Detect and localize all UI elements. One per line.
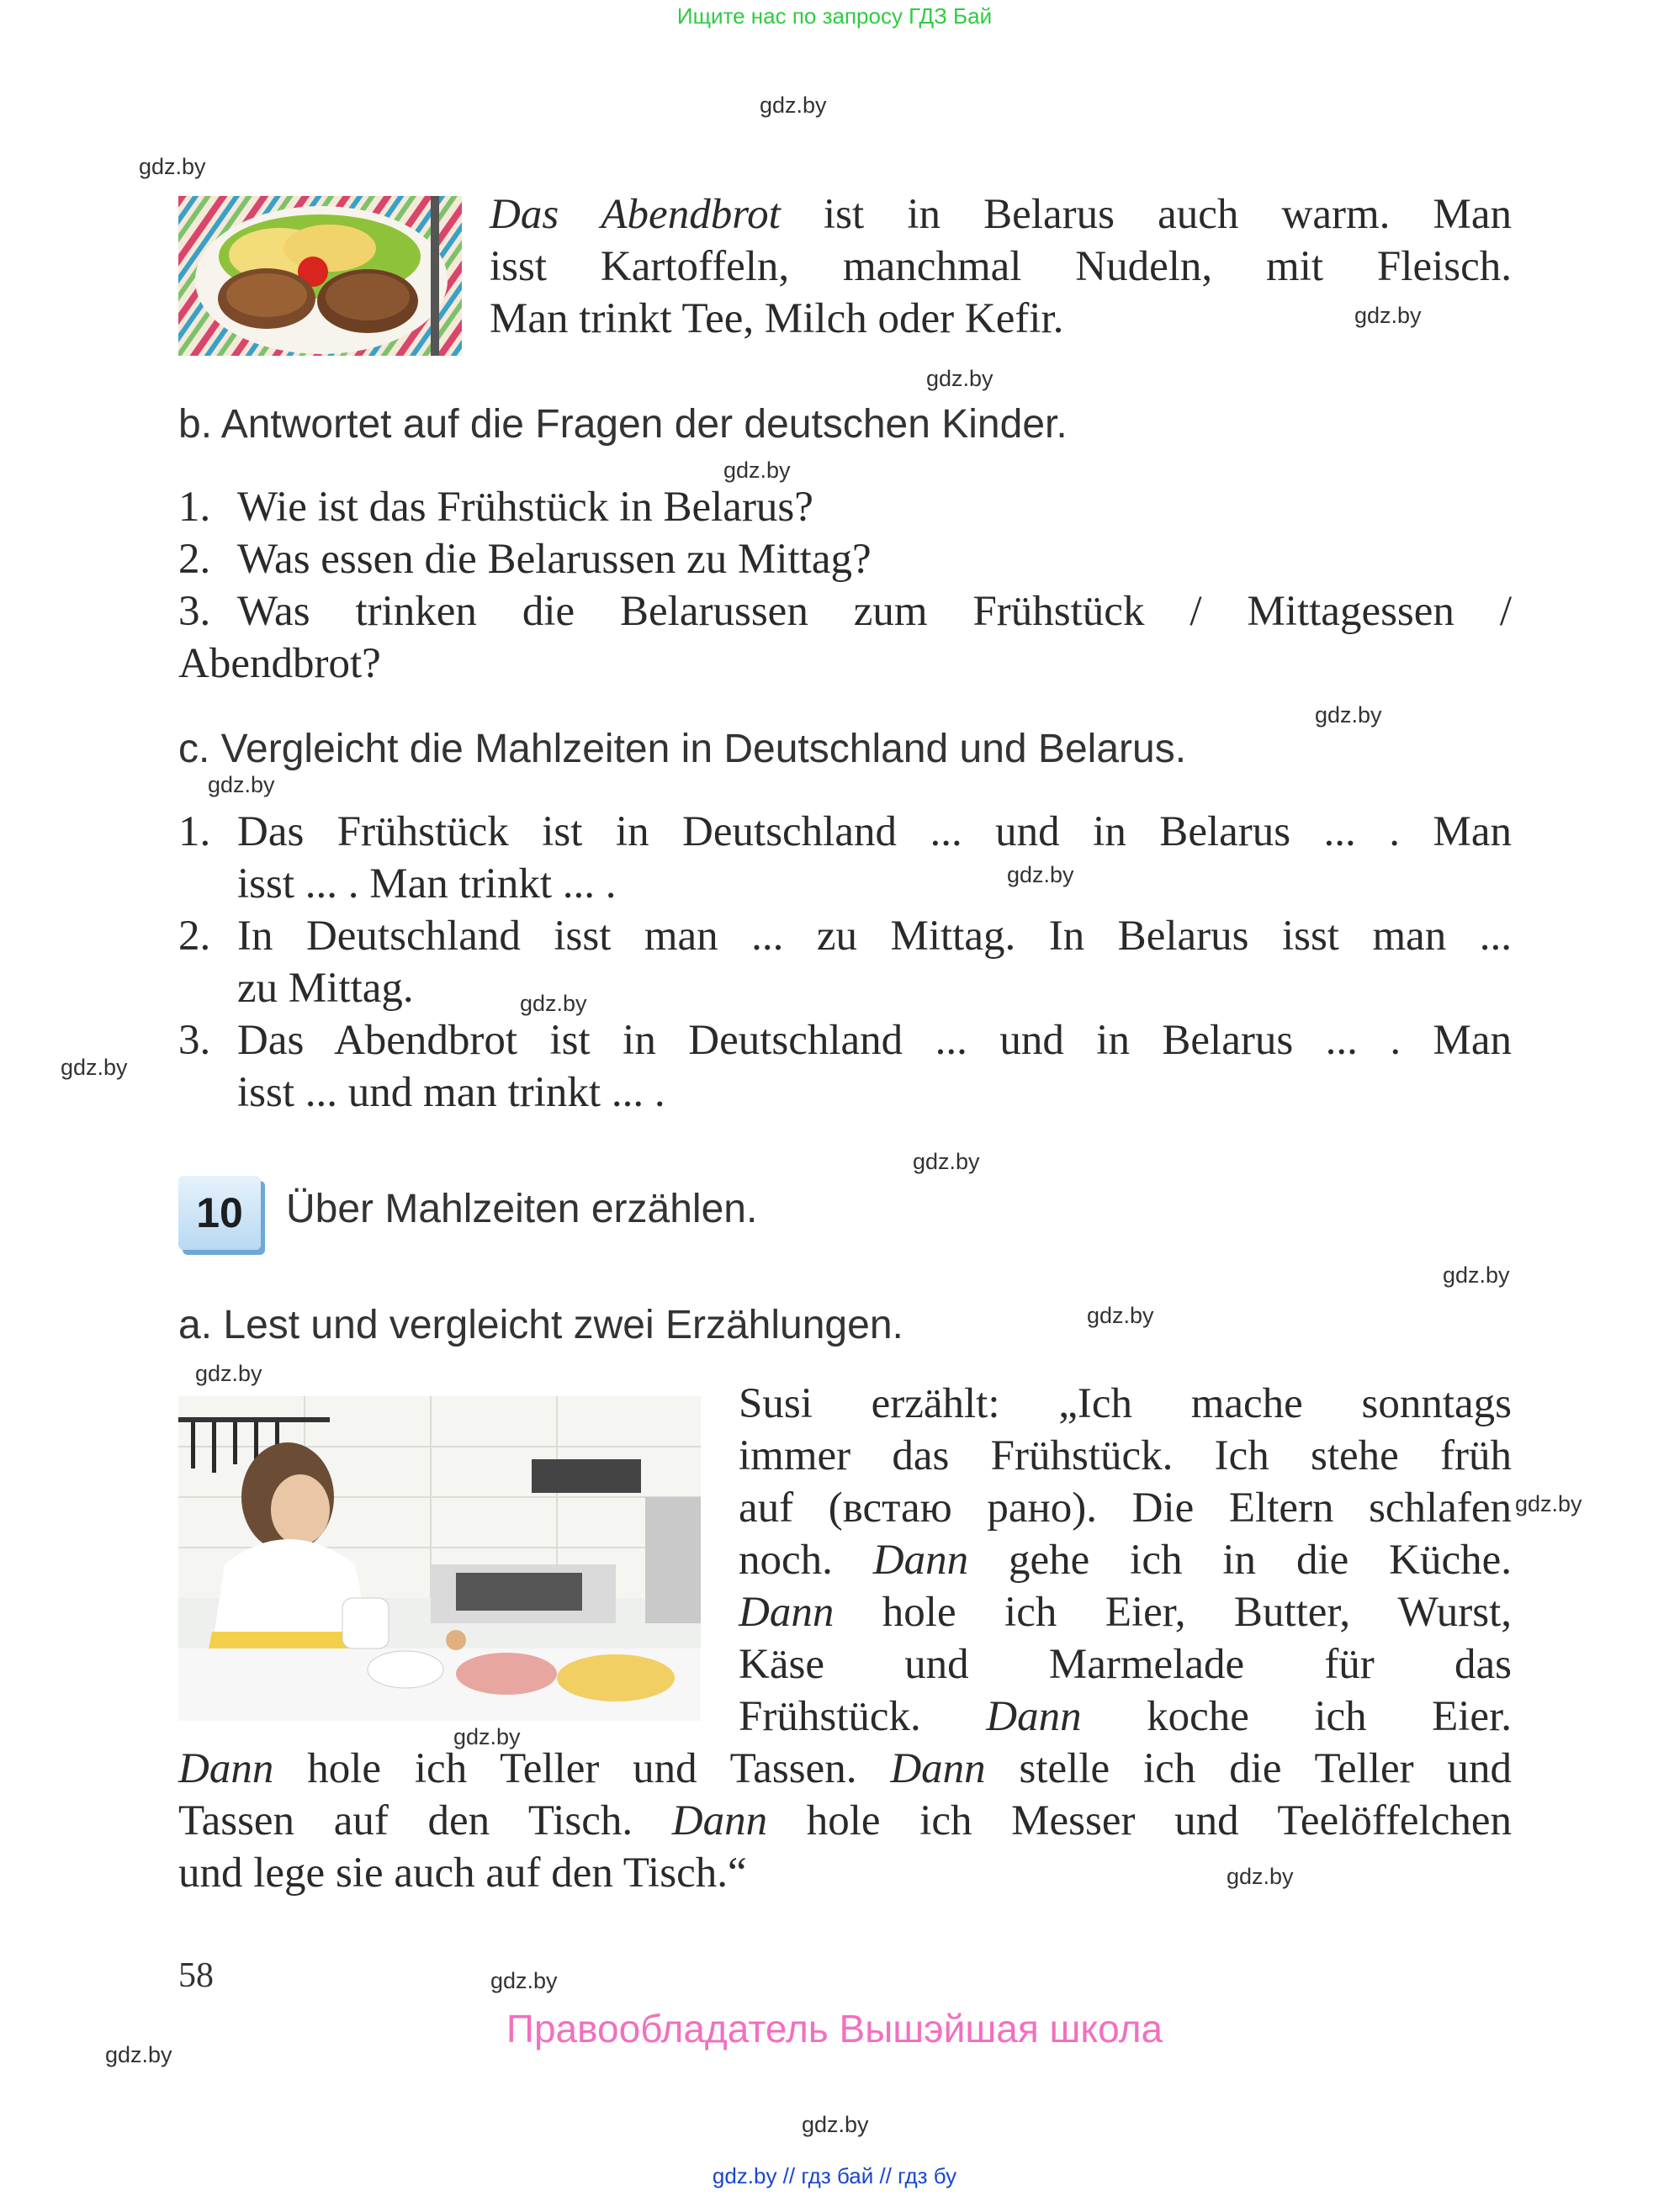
susi-line: Käse und Marmelade für das bbox=[739, 1641, 1512, 1688]
item-text: Was essen die Belarussen zu Mittag? bbox=[237, 536, 872, 583]
watermark: gdz.by bbox=[490, 1968, 558, 1993]
item-text-continued: isst ... und man trinkt ... . bbox=[237, 1069, 665, 1116]
item-text-continued: isst ... . Man trinkt ... . bbox=[237, 860, 617, 908]
watermark: gdz.by bbox=[1007, 862, 1074, 887]
watermark: gdz.by bbox=[61, 1055, 128, 1080]
item-number: 2. bbox=[178, 913, 211, 960]
abendbrot-line3: Man trinkt Tee, Milch oder Kefir. bbox=[490, 295, 1064, 342]
watermark: gdz.by bbox=[105, 2042, 172, 2067]
watermark: gdz.by bbox=[926, 366, 993, 391]
list-item bbox=[178, 806, 1512, 910]
watermark: gdz.by bbox=[1515, 1491, 1582, 1516]
item-text: In Deutschland isst man ... zu Mittag. In Belarus isst man ... bbox=[237, 913, 1512, 960]
watermark: gdz.by bbox=[1087, 1303, 1154, 1328]
susi-line: und lege sie auch auf den Tisch.“ bbox=[178, 1850, 747, 1897]
watermark: gdz.by bbox=[1443, 1262, 1510, 1288]
watermark: gdz.by bbox=[913, 1149, 980, 1174]
watermark: gdz.by bbox=[139, 154, 206, 179]
watermark: gdz.by bbox=[1354, 303, 1422, 328]
list-item bbox=[178, 533, 1512, 585]
item-text-continued: zu Mittag. bbox=[237, 965, 414, 1012]
watermark: gdz.by bbox=[1227, 1864, 1294, 1889]
list-item bbox=[178, 481, 1512, 533]
item-number: 1. bbox=[178, 484, 211, 531]
exercise-number-badge: 10 bbox=[178, 1176, 261, 1250]
footer-links[interactable]: gdz.by // гдз бай // гдз бу bbox=[712, 2163, 957, 2188]
watermark: gdz.by bbox=[208, 772, 275, 797]
susi-line: noch. Dann gehe ich in die Küche. bbox=[739, 1537, 1512, 1584]
item-text: Das Frühstück ist in Deutschland ... und in Belarus ... . Man bbox=[237, 808, 1512, 855]
abendbrot-line1: ist in Belarus auch warm. Man bbox=[780, 191, 1512, 238]
susi-line: immer das Frühstück. Ich stehe früh bbox=[739, 1432, 1512, 1479]
page-number: 58 bbox=[178, 1956, 214, 1995]
abendbrot-line2: isst Kartoffeln, manchmal Nudeln, mit Fleisch. bbox=[490, 243, 1512, 290]
section-b-heading: b. Antwortet auf die Fragen der deutschen Kinder. bbox=[178, 402, 1068, 447]
abendbrot-paragraph bbox=[490, 188, 1512, 345]
watermark: gdz.by bbox=[195, 1361, 262, 1386]
kitchen-image bbox=[178, 1396, 701, 1721]
item-number: 2. bbox=[178, 536, 211, 583]
susi-story-side bbox=[739, 1378, 1512, 1743]
section-a-heading: a. Lest und vergleicht zwei Erzählungen. bbox=[178, 1303, 903, 1347]
watermark: gdz.by bbox=[760, 93, 827, 118]
watermark: gdz.by bbox=[723, 458, 791, 483]
watermark: gdz.by bbox=[802, 2112, 869, 2137]
item-text: Wie ist das Frühstück in Belarus? bbox=[237, 484, 813, 531]
item-number: 3. bbox=[178, 588, 211, 635]
susi-line: Dann hole ich Eier, Butter, Wurst, bbox=[739, 1589, 1512, 1636]
list-item bbox=[178, 910, 1512, 1014]
watermark: gdz.by bbox=[1315, 702, 1382, 728]
watermark: gdz.by bbox=[520, 991, 587, 1016]
item-text-continued: Abendbrot? bbox=[178, 640, 381, 687]
item-number: 3. bbox=[178, 1017, 211, 1064]
section-c-heading: c. Vergleicht die Mahlzeiten in Deutschland und Belarus. bbox=[178, 727, 1187, 771]
watermark: gdz.by bbox=[453, 1724, 521, 1749]
susi-line: Frühstück. Dann koche ich Eier. bbox=[739, 1693, 1512, 1740]
susi-story-full bbox=[178, 1743, 1512, 1899]
susi-line: Dann hole ich Teller und Tassen. Dann stelle ich die Teller und bbox=[178, 1745, 1512, 1792]
item-number: 1. bbox=[178, 808, 211, 855]
list-item bbox=[178, 585, 1512, 690]
copyright-footer: Правообладатель Вышэйшая школа bbox=[506, 2007, 1163, 2051]
food-image bbox=[178, 196, 462, 356]
item-text: Was trinken die Belarussen zum Frühstück / Mittagessen / bbox=[237, 588, 1512, 635]
list-item bbox=[178, 1014, 1512, 1119]
susi-line: Tassen auf den Tisch. Dann hole ich Messer und Teelöffelchen bbox=[178, 1797, 1513, 1844]
top-banner: Ищите нас по запросу ГДЗ Бай bbox=[676, 3, 993, 29]
susi-line: Susi erzählt: „Ich mache sonntags bbox=[739, 1380, 1512, 1427]
exercise-title: Über Mahlzeiten erzählen. bbox=[286, 1187, 758, 1231]
item-text: Das Abendbrot ist in Deutschland ... und in Belarus ... . Man bbox=[237, 1017, 1512, 1064]
susi-line: auf (встаю рано). Die Eltern schlafen bbox=[739, 1484, 1512, 1532]
abendbrot-term: Das Abendbrot bbox=[490, 191, 781, 238]
